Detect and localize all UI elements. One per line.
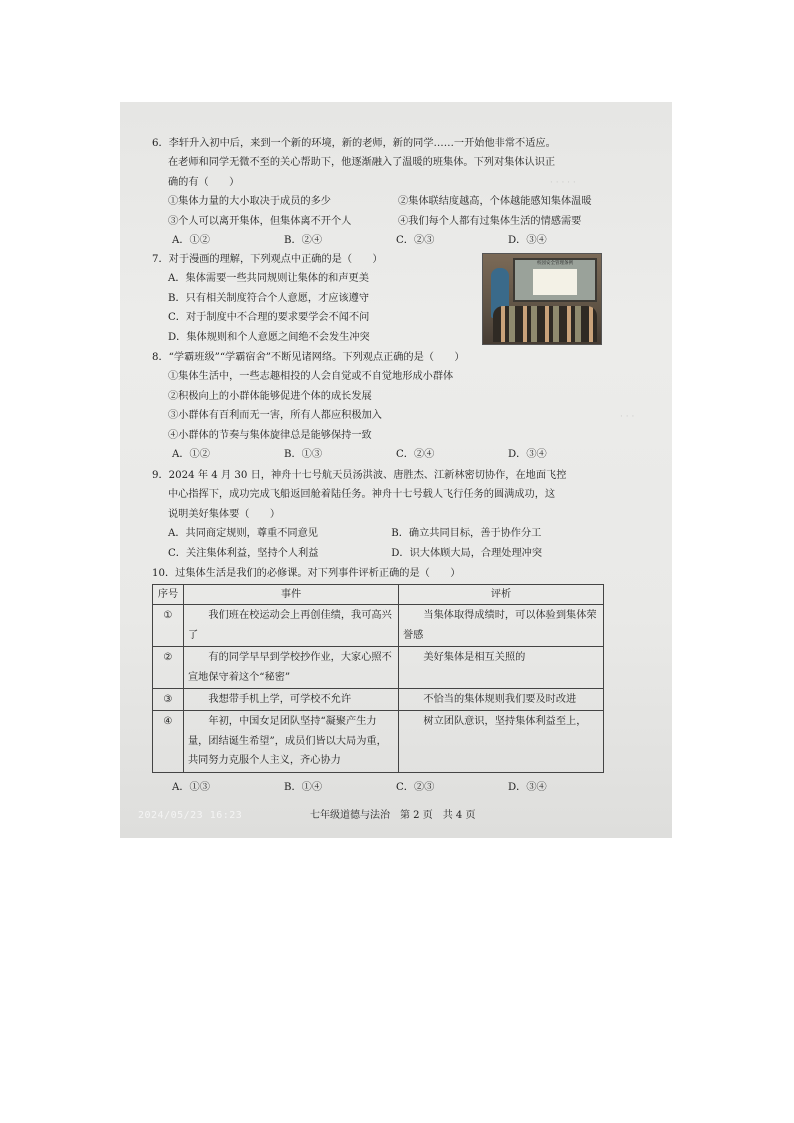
question-9	[152, 466, 622, 563]
table-cell-number: ④	[153, 711, 184, 772]
q6-option-b[interactable]: B．②④	[284, 235, 323, 247]
q8-statement-4: ④小群体的节奏与集体旋律总是能够保持一致	[168, 429, 372, 441]
q10-option-b[interactable]: B．①④	[284, 782, 323, 793]
q9-option-b[interactable]: B．确立共同目标，善于协作分工	[391, 528, 542, 540]
table-header-comment: 评析	[399, 585, 604, 605]
q10-option-d[interactable]: D．③④	[508, 782, 547, 793]
q6-option-a[interactable]: A．①②	[172, 235, 210, 247]
q9-option-d[interactable]: D．识大体顾大局，合理处理冲突	[391, 547, 543, 559]
photo-timestamp: 2024/05/23 16:23	[138, 810, 243, 821]
table-cell-number: ②	[153, 647, 184, 689]
q8-option-d[interactable]: D．③④	[508, 449, 547, 461]
table-cell-event: 年初，中国女足团队坚持“凝聚产生力量，团结诞生希望”，成员们皆以大局为重，共同努力克服个人主义，齐心协力	[188, 716, 387, 767]
table-header-event: 事件	[184, 585, 399, 605]
table-cell-comment: 不恰当的集体规则我们要及时改进	[423, 694, 577, 706]
table-cell-comment: 树立团队意识，坚持集体利益至上，	[423, 716, 587, 728]
q6-statements-row1	[152, 192, 622, 211]
q7-cartoon-image	[482, 253, 602, 345]
table-header-row	[153, 585, 604, 605]
table-cell-event: 我想带手机上学，可学校不允许	[208, 694, 352, 706]
table-row	[153, 689, 604, 711]
cartoon-board-notice	[533, 269, 577, 295]
question-10	[152, 564, 622, 583]
q9-stem-line3: 说明美好集体要（ ）	[168, 508, 281, 520]
q7-stem: 7．对于漫画的理解，下列观点中正确的是（ ）	[152, 254, 383, 265]
q10-option-c[interactable]: C．②③	[396, 782, 435, 793]
table-cell-event: 有的同学早早到学校抄作业，大家心照不宣地保守着这个“秘密”	[188, 652, 392, 683]
page-content	[120, 102, 672, 838]
q9-option-a[interactable]: A．共同商定规则，尊重不同意见	[168, 528, 318, 540]
q9-stem-line2: 中心指挥下，成功完成飞船返回舱着陆任务。神舟十七号载人飞行任务的圆满成功，这	[168, 489, 556, 501]
q6-stem-line3: 确的有（ ）	[168, 176, 240, 188]
q9-options-row2	[152, 544, 622, 563]
q10-stem: 10．过集体生活是我们的必修课。对下列事件评析正确的是（ ）	[152, 568, 461, 579]
q10-event-table	[152, 584, 604, 773]
cartoon-board-caption: 校园安全管理条例	[537, 261, 573, 266]
q7-option-d[interactable]: D．集体规则和个人意愿之间绝不会发生冲突	[168, 331, 370, 343]
q7-option-b[interactable]: B．只有相关制度符合个人意愿，才应该遵守	[168, 292, 370, 304]
q8-option-b[interactable]: B．①③	[284, 449, 323, 461]
cartoon-students-figures	[493, 306, 597, 342]
cartoon-board	[513, 258, 597, 302]
q6-statement-1: ①集体力量的大小取决于成员的多少	[168, 196, 331, 208]
q8-statement-3: ③小群体有百利而无一害，所有人都应积极加入	[168, 410, 382, 422]
table-cell-number: ①	[153, 605, 184, 647]
q6-statements-row2	[152, 212, 622, 231]
q10-options	[152, 778, 642, 797]
q6-statement-4: ④我们每个人都有过集体生活的情感需要	[398, 215, 582, 227]
table-header-number: 序号	[153, 585, 184, 605]
table-cell-event: 我们班在校运动会上再创佳绩，我可高兴了	[188, 610, 392, 641]
q9-option-c[interactable]: C．关注集体利益，坚持个人利益	[168, 547, 319, 559]
q7-option-a[interactable]: A．集体需要一些共同规则让集体的和声更美	[168, 273, 369, 285]
bleed-through-text: · · · · ·	[550, 178, 576, 188]
table-row	[153, 647, 604, 689]
q8-statement-1: ①集体生活中，一些志趣相投的人会自觉或不自觉地形成小群体	[168, 371, 454, 383]
question-8	[152, 348, 622, 464]
q6-stem-line1: 6．李轩升入初中后，来到一个新的环境，新的老师，新的同学……一开始他非常不适应。	[152, 138, 556, 149]
q9-stem-line1: 9．2024 年 4 月 30 日，神舟十七号航天员汤洪波、唐胜杰、江新林密切协作，在地面飞控	[152, 470, 567, 481]
q8-statement-2: ②积极向上的小群体能够促进个体的成长发展	[168, 390, 372, 402]
q7-option-c[interactable]: C．对于制度中不合理的要求要学会不闻不问	[168, 312, 370, 324]
table-cell-number: ③	[153, 689, 184, 711]
q6-stem-line2: 在老师和同学无微不至的关心帮助下，他逐渐融入了温暖的班集体。下列对集体认识正	[168, 157, 556, 169]
table-row	[153, 711, 604, 772]
table-cell-comment: 当集体取得成绩时，可以体验到集体荣誉感	[403, 610, 597, 641]
q8-option-c[interactable]: C．②④	[396, 449, 435, 461]
q8-stem: 8．“学霸班级”“学霸宿舍”不断见诸网络。下列观点正确的是（ ）	[152, 352, 465, 363]
q8-options	[152, 445, 622, 464]
bleed-through-text: · · ·	[620, 412, 635, 422]
q6-options	[152, 231, 622, 250]
q9-options-row1	[152, 524, 622, 543]
page-footer: 七年级道德与法治 第 2 页 共 4 页	[310, 810, 476, 821]
q6-statement-2: ②集体联结度越高，个体越能感知集体温暖	[398, 196, 592, 208]
q10-option-a[interactable]: A．①③	[172, 782, 210, 793]
table-cell-comment: 美好集体是相互关照的	[423, 652, 526, 664]
q8-option-a[interactable]: A．①②	[172, 449, 210, 461]
q6-option-d[interactable]: D．③④	[508, 235, 547, 247]
question-6	[152, 134, 622, 250]
q6-statement-3: ③个人可以离开集体，但集体离不开个人	[168, 215, 352, 227]
q6-option-c[interactable]: C．②③	[396, 235, 435, 247]
table-row	[153, 605, 604, 647]
document-photo	[120, 102, 672, 838]
